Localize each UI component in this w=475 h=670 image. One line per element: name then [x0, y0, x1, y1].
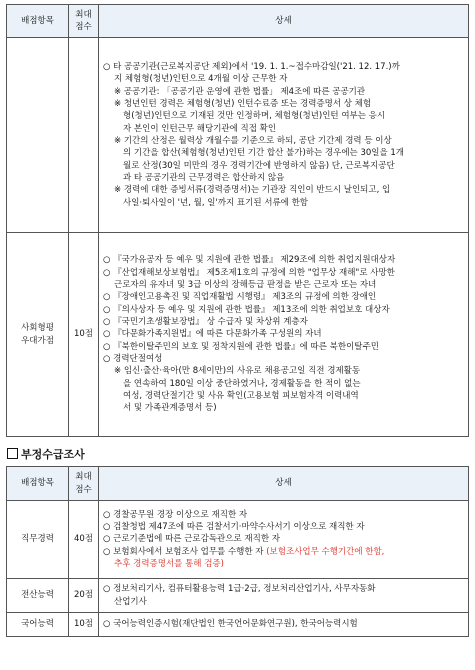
detail-line: ○ 『국민기초생활보장법』 상 수급자 및 차상위 계층자 [103, 317, 308, 328]
header-detail: 상세 [99, 467, 469, 501]
detail-line: 근로자의 유자녀 및 3급 이상의 장해등급 판정을 받은 근로자 또는 자녀 [114, 280, 377, 291]
detail-line: ○ 『다문화가족지원법』에 따른 다문화가족 구성원의 자녀 [103, 329, 322, 340]
korean-language-detail-cell [99, 613, 469, 637]
detail-line: ※ 청년인턴 경력은 체험형(청년) 인턴수료증 또는 경력증명서 상 체험 [114, 99, 372, 110]
detail-line: 을 연속하여 180일 이상 중단하였거나, 경제활동을 한 적이 없는 [123, 378, 361, 389]
detail-line: ○ 검찰청법 제47조에 따른 검찰서기·마약수사서기 이상으로 재직한 자 [103, 522, 365, 533]
detail-line: ○ 『장애인고용촉진 및 직업재활법 시행령』 제3조의 규정에 의한 장애인 [103, 292, 377, 303]
detail-line: ○ 타 공공기관(근로복지공단 제외)에서 '19. 1. 1.~접수마감일('21. 12. 17.)까 [103, 62, 400, 73]
category-cell-empty [7, 38, 69, 233]
header-max-score: 최대 점수 [69, 5, 99, 38]
detail-line: ○ 근로기준법에 따른 근로감독관으로 재직한 자 [103, 534, 280, 545]
intern-detail-cell [99, 38, 469, 233]
detail-line: 월로 산정(30일 미만의 경우 경력기간에 반영하지 않음) 단, 근로복지공단 [123, 160, 395, 171]
detail-line: 형(청년)인턴으로 기재된 것만 인정하며, 체험형(청년)인턴 여부는 응시 [123, 111, 386, 122]
detail-line: 자 본인이 인턴근무 해당기관에 직접 확인 [123, 123, 277, 134]
header-item: 배점항목 [7, 5, 69, 38]
detail-line: ○ 『국가유공자 등 예우 및 지원에 관한 법률』 제29조에 의한 취업지원대상자 [103, 255, 396, 266]
detail-line-red: 추후 경력증명서를 통해 검증) [114, 558, 224, 569]
points-cell-empty [69, 38, 99, 233]
detail-line: 여성, 경력단절기간 및 사유 확인(고용보험 피보험자격 이력내역 [123, 390, 359, 401]
points-computer-skills: 20점 [69, 579, 99, 613]
points-korean-language: 10점 [69, 613, 99, 637]
detail-line: ○ 경찰공무원 경장 이상으로 재직한 자 [103, 509, 248, 520]
header-max-score: 최대 점수 [69, 467, 99, 501]
detail-line: ※ 기간의 산정은 월력상 개월수를 기준으로 하되, 공단 기간제 경력 등 이상 [114, 136, 392, 146]
detail-line: 지 체험형(청년)인턴으로 4개월 이상 근무한 자 [114, 74, 288, 85]
detail-line: ※ 공공기관: 「공공기관 운영에 관한 법률」 제4조에 따른 공공기관 [114, 86, 366, 97]
computer-skills-detail-cell [99, 579, 469, 613]
detail-line: ○ 『산업재해보상보험법』 제5조제1호의 규정에 의한 "업무상 재해"로 사망한 [103, 267, 395, 278]
section-title: 부정수급조사 [7, 447, 85, 463]
detail-line: 의 기간을 합산(체험형(청년)인턴 기간 합산 불가)하는 경우에는 30일을 1개 [123, 148, 405, 159]
points-job-experience: 40점 [69, 501, 99, 579]
detail-line: ※ 임신·출산·육아(만 8세이만)의 사유로 채용공고일 직전 경제활동 [114, 366, 361, 377]
job-experience-detail-cell [99, 501, 469, 579]
detail-line: 과 타 공공기관의 근무경력은 합산하지 않음 [123, 172, 285, 183]
detail-line: ○ 『의사상자 등 예우 및 지원에 관한 법률』 제13조에 의한 취업보호 대상자 [103, 304, 390, 315]
scoring-table-1 [6, 4, 469, 437]
points-social-equity: 10점 [69, 233, 99, 437]
category-computer-skills: 전산능력 [7, 579, 69, 613]
detail-line: 서 및 가족관계증명서 등) [123, 403, 217, 414]
checkbox-square-icon [7, 448, 18, 459]
category-social-equity: 사회형평 우대가점 [7, 233, 69, 437]
scoring-table-2 [6, 466, 469, 637]
header-detail: 상세 [99, 5, 469, 38]
category-korean-language: 국어능력 [7, 613, 69, 637]
detail-line: ○ 보험회사에서 보험조사 업무를 수행한 자 (보험조사업무 수행기간에 한함, [103, 546, 385, 557]
detail-line: ○ 정보처리기사, 컴퓨터활용능력 1급·2급, 정보처리산업기사, 사무자동화 [103, 584, 376, 595]
detail-line: 사일·퇴사일이 '년, 월, 일'까지 표기된 서류에 한함 [123, 197, 309, 208]
detail-line: ○ 국어능력인증시험(재단법인 한국언어문화연구원), 한국어능력시험 [103, 619, 358, 630]
social-equity-detail-cell [99, 233, 469, 437]
detail-line: 산업기사 [114, 596, 147, 607]
category-job-experience: 직무경력 [7, 501, 69, 579]
detail-line: ※ 경력에 대한 증빙서류(경력증명서)는 기관장 직인이 반드시 날인되고, 입 [114, 185, 391, 196]
detail-line: ○ 『북한이탈주민의 보호 및 정착지원에 관한 법률』에 따른 북한이탈주민 [103, 341, 379, 352]
detail-line: ○ 경력단절여성 [103, 353, 163, 364]
header-item: 배점항목 [7, 467, 69, 501]
